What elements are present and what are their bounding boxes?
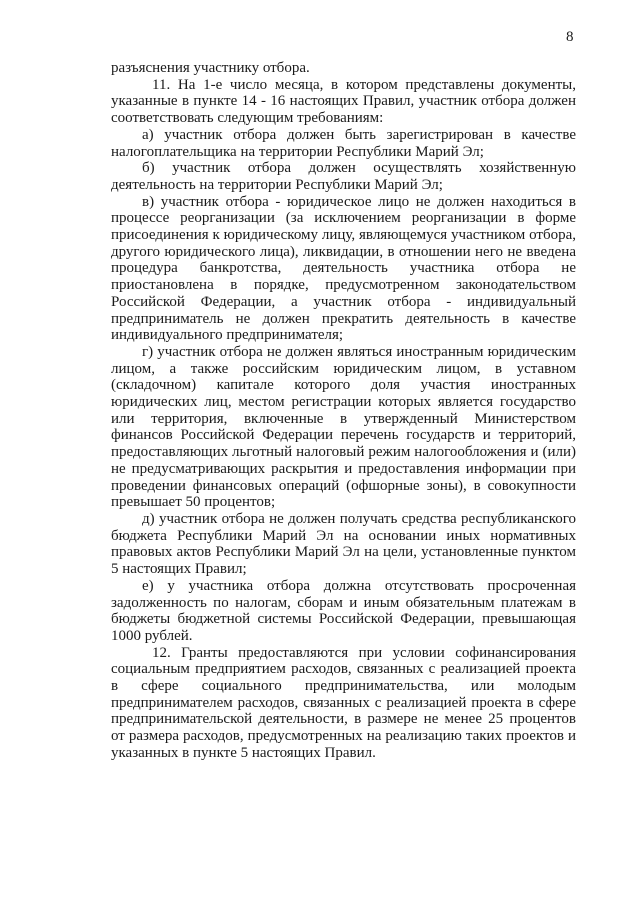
list-item-b: б) участник отбора должен осуществлять хозяйственную деятельность на территории Республики Марий Эл; bbox=[111, 160, 576, 193]
paragraph-continuation: разъяснения участнику отбора. bbox=[111, 60, 310, 76]
list-item-g: г) участник отбора не должен являться иностранным юридическим лицом, а также российским юридическим лицом, в уставном (складочном) капитале которого доля участия иностранных юридических лиц, местом регистрации которых является государство или территория, включенные в утвержденный Министерством финансов Российской Федерации перечень государств и территорий, предоставляющих льготный налоговый режим налогообложения и (или) не предусматривающих раскрытия и предоставления информации при проведении финансовых операций (офшорные зоны), в совокупности превышает 50 процентов; bbox=[111, 343, 576, 511]
list-item-d: д) участник отбора не должен получать средства республиканского бюджета Республики Марий Эл на основании иных нормативных правовых актов Республики Марий Эл на цели, установленные пунктом 5 настоящих Правил; bbox=[111, 510, 576, 578]
paragraph-clause-11: 11. На 1-е число месяца, в котором представлены документы, указанные в пункте 14 - 16 настоящих Правил, участник отбора должен соответствовать следующим требованиям: bbox=[111, 76, 576, 127]
list-item-a: а) участник отбора должен быть зарегистрирован в качестве налогоплательщика на территории Республики Марий Эл; bbox=[111, 126, 576, 160]
paragraph-clause-12: 12. Гранты предоставляются при условии софинансирования социальным предприятием расходов, связанных с реализацией проекта в сфере социального предпринимательства, или молодым предпринимателем расходов, связанных с реализацией проекта в сфере предпринимательской деятельности, в размере не менее 25 процентов от размера расходов, предусмотренных на реализацию таких проектов и указанных в пункте 5 настоящих Правил. bbox=[111, 644, 576, 761]
document-body bbox=[111, 60, 576, 762]
list-item-v: в) участник отбора - юридическое лицо не должен находиться в процессе реорганизации (за исключением реорганизации в форме присоединения к юридическому лицу, являющемуся участником отбора, другого юридического лица), ликвидации, в отношении него не введена процедура банкротства, деятельность участника отбора не приостановлена в порядке, предусмотренном законодательством Российской Федерации, а участник отбора - индивидуальный предприниматель не должен прекратить деятельность в качестве индивидуального предпринимателя; bbox=[111, 193, 576, 344]
page-number: 8 bbox=[566, 29, 574, 45]
list-item-e: е) у участника отбора должна отсутствовать просроченная задолженность по налогам, сборам и иным обязательным платежам в бюджеты бюджетной системы Российской Федерации, превышающая 1000 рублей. bbox=[111, 577, 576, 644]
